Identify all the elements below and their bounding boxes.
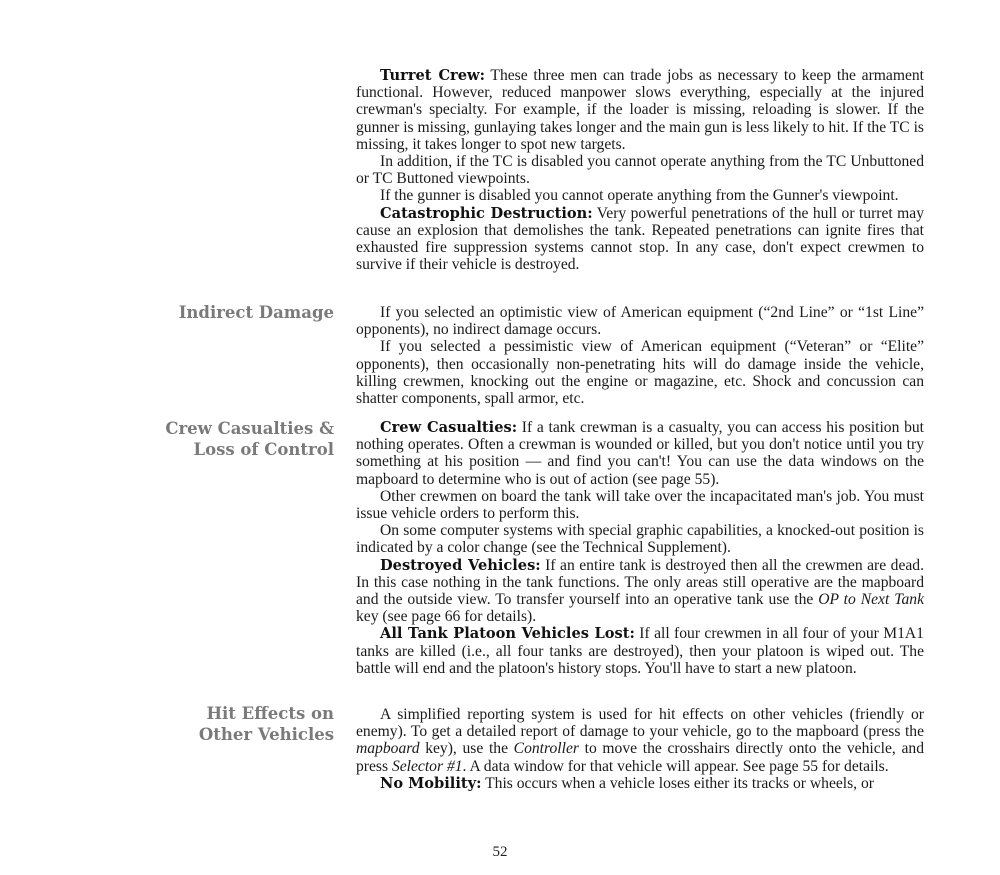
catastrophic-lead: Catastrophic Destruction: — [380, 204, 593, 222]
crew-casualties-paragraph — [356, 419, 924, 488]
reporting-system-paragraph — [356, 706, 924, 775]
catastrophic-text: Very powerful penetrations of the hull or turret may cause an explosion that demolishes the tank. Repeated penetrations can ignite fires that exhausted fire suppression systems cannot stop. In any case, don't expect crewmen to survive if their vehicle is destroyed. — [356, 204, 925, 274]
turret-crew-text: These three men can trade jobs as necessary to keep the armament functional. However, reduced manpower slows everything, especially at the injured crewman's specialty. For example, if the loader is missing, reloading is slower. If the gunner is missing, gunlaying takes longer and the main gun is less likely to hit. If the TC is missing, it takes longer to spot new targets. — [356, 67, 924, 153]
catastrophic-paragraph — [356, 205, 924, 274]
hit-effects-heading-line1: Hit Effects on — [206, 704, 334, 723]
tc-disabled-paragraph: In addition, if the TC is disabled you cannot operate anything from the TC Unbuttoned or TC Buttoned viewpoints. — [356, 153, 924, 188]
destroyed-vehicles-paragraph — [356, 557, 924, 626]
crew-casualties-heading — [150, 418, 334, 460]
hit-effects-heading-line2: Other Vehicles — [198, 725, 334, 744]
platoon-lost-paragraph — [356, 625, 924, 677]
reporting-text-d: . A data window for that vehicle will appear. See page 55 for details. — [462, 757, 889, 775]
turret-crew-paragraph — [356, 67, 924, 153]
turret-crew-lead: Turret Crew: — [380, 67, 485, 84]
destroyed-vehicles-lead: Destroyed Vehicles: — [380, 556, 541, 574]
mapboard-key: mapboard — [356, 740, 420, 758]
crew-casualties-heading-line2: Loss of Control — [193, 440, 334, 459]
indirect-damage-section — [356, 304, 924, 407]
controller-term: Controller — [513, 740, 579, 758]
selector-1-term: Selector #1 — [391, 757, 463, 775]
no-mobility-lead: No Mobility: — [380, 774, 482, 792]
platoon-lost-text: If all four crewmen in all four of your M1A1 tanks are killed (i.e., all four tanks are destroyed), then your platoon is wiped out. The battle will end and the platoon's history stops. You'll have to start a new platoon. — [356, 625, 924, 677]
destroyed-vehicles-text-b: key (see page 66 for details). — [356, 608, 537, 626]
reporting-text-c: to move the crosshairs directly onto the vehicle, and press — [356, 740, 924, 775]
no-mobility-text: This occurs when a vehicle loses either its tracks or wheels, or — [481, 774, 874, 792]
crew-casualties-heading-line1: Crew Casualties & — [165, 419, 334, 438]
turret-crew-section — [356, 67, 924, 273]
hit-effects-heading — [150, 703, 334, 745]
crew-casualties-section — [356, 419, 924, 677]
op-next-tank-key: OP to Next Tank — [818, 591, 924, 609]
indirect-damage-heading-text: Indirect Damage — [178, 303, 334, 322]
color-change-paragraph: On some computer systems with special graphic capabilities, a knocked-out position is indicated by a color change (see the Technical Supplement). — [356, 522, 924, 557]
indirect-optimistic-paragraph: If you selected an optimistic view of American equipment (“2nd Line” or “1st Line” opponents), no indirect damage occurs. — [356, 304, 924, 339]
reporting-text-b: key), use the — [419, 740, 514, 758]
crew-casualties-lead: Crew Casualties: — [380, 419, 518, 436]
page-number: 52 — [492, 844, 508, 860]
platoon-lost-lead: All Tank Platoon Vehicles Lost: — [380, 625, 635, 643]
other-crewmen-paragraph: Other crewmen on board the tank will take over the incapacitated man's job. You must issue vehicle orders to perform this. — [356, 487, 924, 523]
no-mobility-paragraph — [356, 775, 924, 792]
indirect-pessimistic-paragraph: If you selected a pessimistic view of American equipment (“Veteran” or “Elite” opponents), then occasionally non-penetrating hits will do damage inside the vehicle, killing crewmen, knocking out the engine or magazine, etc. Shock and concussion can shatter components, spall armor, etc. — [356, 338, 924, 408]
gunner-disabled-paragraph: If the gunner is disabled you cannot operate anything from the Gunner's viewpoint. — [380, 187, 899, 205]
destroyed-vehicles-text-a: If an entire tank is destroyed then all the crewmen are dead. In this case nothing in the tank functions. The only areas still operative are the mapboard and the outside view. To transfer yourself into an operative tank use the — [356, 556, 924, 609]
indirect-damage-heading — [150, 302, 334, 323]
reporting-text-a: A simplified reporting system is used for hit effects on other vehicles (friendly or enemy). To get a detailed report of damage to your vehicle, go to the mapboard (press the — [356, 706, 924, 741]
crew-casualties-text: If a tank crewman is a casualty, you can access his position but nothing operates. Often a crewman is wounded or killed, but you don't notice until you try something at his position — and find you can't! You can use the data windows on the mapboard to determine who is out of action (see page 55). — [356, 419, 924, 488]
hit-effects-section — [356, 706, 924, 792]
